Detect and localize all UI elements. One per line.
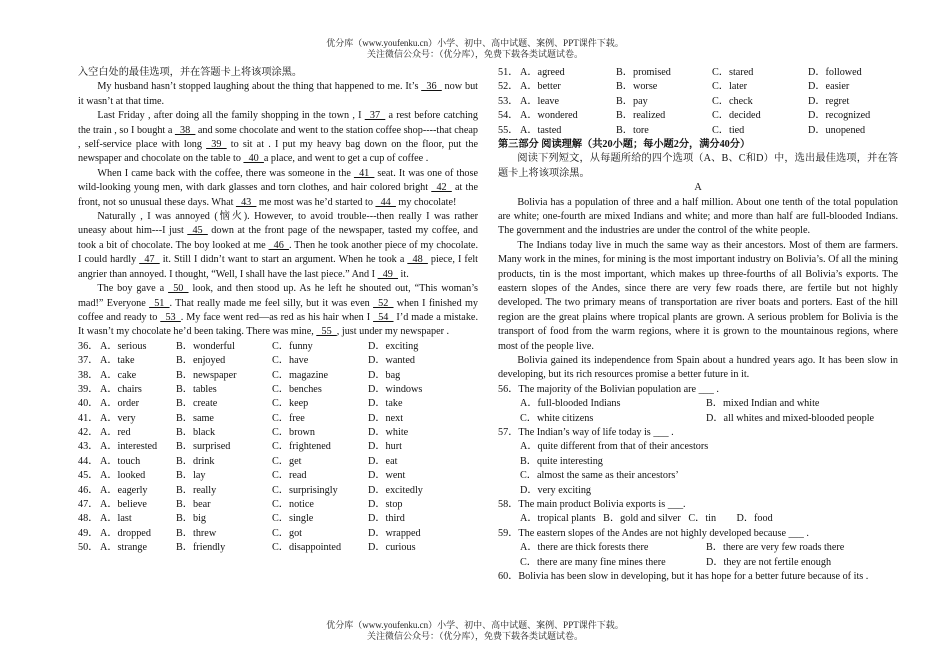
left-column (78, 66, 478, 556)
section-title: 第三部分 阅读理解（共20小题；每小题2分，满分40分） (498, 138, 751, 150)
answer-option[interactable]: D．third (368, 513, 405, 525)
question-row (78, 440, 478, 454)
answer-option[interactable]: D．bag (368, 369, 401, 381)
answer-option[interactable]: B．same (176, 412, 214, 424)
answer-option[interactable]: D．followed (808, 67, 862, 78)
answer-option[interactable]: A．better (520, 81, 561, 93)
cloze-text: , just under my newspaper . (336, 326, 450, 338)
question-number: 42． (78, 427, 99, 439)
answer-option[interactable]: C．stared (712, 67, 754, 78)
header-line-2: 关注微信公众号：（优分库），免费下载各类试题试卷。 (366, 49, 583, 59)
header-line-1: 优分库（www.youfenku.cn）小学、初中、高中试题、案例、PPT课件下载。 (326, 38, 624, 48)
answer-option[interactable]: B．realized (616, 110, 666, 122)
answer-option[interactable]: A．chairs (100, 383, 142, 395)
answer-option[interactable]: B．big (176, 513, 207, 525)
answer-option[interactable]: C．brown (272, 427, 316, 439)
question-row (498, 80, 898, 94)
cloze-text: at the front, not so unusual these days. What (78, 182, 478, 208)
question-58-stem: 58．The main product Bolivia exports is ___. (498, 499, 686, 511)
passage-paragraph-3: Bolivia gained its independence from Spain about a hundred years ago. It has been slow in developing, but its rich resources promise a better future in it. (498, 355, 898, 381)
option-c[interactable]: C．there are many fine mines there (520, 556, 666, 568)
answer-option[interactable]: A．very (100, 412, 136, 424)
cloze-blank[interactable]: _40_ (243, 153, 264, 165)
answer-option[interactable]: C．read (272, 470, 307, 482)
question-row (78, 527, 478, 541)
answer-option[interactable]: C．check (712, 95, 753, 107)
option-b[interactable]: B．quite interesting (520, 455, 603, 467)
cloze-text: . That really made me feel silly, but it was even (169, 297, 374, 309)
cloze-blank[interactable]: _43_ (235, 196, 257, 208)
question-row (78, 412, 478, 426)
answer-option[interactable]: C．get (272, 455, 302, 467)
answer-option[interactable]: C．free (272, 412, 305, 424)
question-number: 41． (78, 412, 99, 424)
right-column (498, 66, 898, 584)
answer-option[interactable]: D．exciting (368, 340, 419, 352)
cloze-text: it. Still I didn’t want to start an argument. When he took a (159, 254, 408, 266)
answer-option[interactable]: C．later (712, 81, 748, 93)
answer-option[interactable]: A．strange (100, 542, 147, 554)
question-number: 37． (78, 355, 99, 367)
answer-option[interactable]: A．interested (100, 441, 158, 453)
answer-option[interactable]: A．red (100, 427, 131, 439)
question-row (498, 109, 898, 123)
answer-option[interactable]: D．wrapped (368, 527, 421, 539)
answer-option[interactable]: D．regret (808, 95, 850, 107)
answer-option[interactable]: B．tables (176, 383, 217, 395)
question-60-stem: 60．Bolivia has been slow in developing, but it has hope for a better future because of its . (498, 571, 869, 583)
answer-option[interactable]: B．surprised (176, 441, 231, 453)
answer-option[interactable]: B．wonderful (176, 340, 235, 352)
question-59-stem: 59．The eastern slopes of the Andes are not highly developed because ___ . (498, 527, 809, 539)
answer-option[interactable]: B．tore (616, 124, 649, 136)
question-number: 44． (78, 455, 99, 467)
answer-option[interactable]: D．eat (368, 455, 398, 467)
cloze-blank[interactable]: _46_ (268, 239, 289, 251)
option-d[interactable]: D．very exciting (520, 484, 592, 496)
cloze-text: look, and then stood up. As he left he shouted out, “This woman’s mad!” Everyone (78, 283, 478, 309)
cloze-text: and some chocolate and went to the station coffee shop----that cheap , self-service place with long (78, 124, 478, 151)
answer-option[interactable]: B．bear (176, 499, 211, 511)
cloze-blank[interactable]: _42_ (431, 182, 452, 194)
question-58 (498, 498, 898, 527)
cloze-blank[interactable]: _48_ (407, 254, 428, 266)
option-a[interactable]: A．full-blooded Indians (520, 398, 621, 410)
question-number: 46． (78, 484, 99, 496)
cloze-passage (78, 80, 478, 339)
answer-option[interactable]: C．frightened (272, 441, 331, 453)
answer-option[interactable]: D．next (368, 412, 404, 424)
question-number: 47． (78, 499, 99, 511)
option-c[interactable]: C．white citizens (520, 412, 594, 424)
answer-option[interactable]: C．have (272, 355, 309, 367)
question-row (78, 484, 478, 498)
question-number: 48． (78, 513, 99, 525)
passage-label: A (694, 182, 702, 194)
answer-option[interactable]: C．single (272, 513, 314, 525)
cloze-blank[interactable]: _44_ (375, 196, 396, 208)
question-56-row-2 (498, 412, 898, 426)
question-number: 39． (78, 383, 99, 395)
cloze-paragraph (78, 109, 478, 167)
cloze-paragraph (78, 282, 478, 340)
question-number: 49． (78, 527, 99, 539)
question-row (78, 369, 478, 383)
cloze-text: a rest before catching the train , so I bought a (78, 110, 478, 136)
option-a[interactable]: A．there are thick forests there (520, 542, 649, 554)
cloze-intro: 入空白处的最佳选项，并在答题卡上将该项涂黑。 (78, 67, 303, 78)
answer-option[interactable]: D．hurt (368, 441, 402, 453)
cloze-blank[interactable]: _53_ (160, 311, 181, 323)
question-row (78, 354, 478, 368)
answer-option[interactable]: D．went (368, 470, 406, 482)
option-b[interactable]: B．mixed Indian and white (706, 398, 820, 410)
answer-option[interactable]: C．benches (272, 383, 322, 395)
answer-option[interactable]: B．drink (176, 455, 215, 467)
answer-option[interactable]: C．disappointed (272, 542, 342, 554)
answer-option[interactable]: A．leave (520, 95, 560, 107)
cloze-blank[interactable]: _41_ (353, 167, 375, 179)
question-row (78, 383, 478, 397)
answer-option[interactable]: A．eagerly (100, 484, 148, 496)
question-number: 38． (78, 369, 99, 381)
cloze-text: my chocolate! (395, 196, 457, 208)
answer-option[interactable]: D．wanted (368, 355, 415, 367)
cloze-text: . My face went red—as red as his hair when I (180, 311, 374, 323)
cloze-questions-right (498, 66, 898, 138)
cloze-text: Naturally , I was annoyed (恼火). However, to avoid trouble---then really I was rather uneasy about him---I just (78, 211, 478, 237)
answer-option[interactable]: A．agreed (520, 67, 565, 78)
cloze-text: My husband hasn’t stopped laughing about the thing that happened to me. It’s (97, 81, 422, 93)
cloze-blank[interactable]: _39_ (206, 139, 227, 151)
footer-line-1: 优分库（www.youfenku.cn）小学、初中、高中试题、案例、PPT课件下载。 (326, 620, 624, 630)
cloze-text: to sit at . I put my heavy bag down on the floor, put the newspaper and chocolate on the table to (78, 139, 478, 165)
cloze-blank[interactable]: _47_ (139, 254, 160, 266)
question-number: 53． (498, 95, 519, 107)
cloze-text: I’d made a mistake. It wasn’t my chocolate he’d been taking. There was mine, (78, 311, 478, 338)
question-56-stem: 56．The majority of the Bolivian population are ___ . (498, 383, 719, 395)
answer-option[interactable]: B．create (176, 398, 218, 410)
option-d[interactable]: D．they are not fertile enough (706, 556, 832, 568)
question-56 (498, 383, 898, 426)
cloze-blank[interactable]: _50_ (168, 283, 189, 295)
question-row (78, 426, 478, 440)
answer-option[interactable]: A．order (100, 398, 140, 410)
answer-option[interactable]: A．dropped (100, 527, 151, 539)
answer-option[interactable]: B．friendly (176, 542, 226, 554)
answer-option[interactable]: D．unopened (808, 124, 866, 136)
answer-option[interactable]: A．touch (100, 455, 141, 467)
cloze-paragraph (78, 80, 478, 109)
cloze-text: when I finished my coffee and ready to (78, 297, 478, 323)
answer-option[interactable]: A．tasted (520, 124, 562, 136)
question-number: 55． (498, 124, 519, 136)
answer-option[interactable]: C．magazine (272, 369, 329, 381)
footer-line-2: 关注微信公众号：（优分库），免费下载各类试题试卷。 (366, 631, 583, 641)
cloze-blank[interactable]: _38_ (174, 124, 196, 136)
answer-option[interactable]: B．black (176, 427, 216, 439)
question-59-row-2 (498, 556, 898, 570)
answer-option[interactable]: B．enjoyed (176, 355, 226, 367)
answer-option[interactable]: D．stop (368, 499, 403, 511)
answer-option[interactable]: C．decided (712, 110, 761, 122)
cloze-questions-left (78, 340, 478, 556)
section-instructions: 阅读下列短文，从每题所给的四个选项（A、B、C和D）中，选出最佳选项，并在答题卡上将该项涂黑。 (498, 153, 898, 179)
answer-option[interactable]: A．serious (100, 340, 147, 352)
page-header (0, 38, 950, 60)
cloze-blank[interactable]: _36_ (421, 81, 442, 93)
answer-option[interactable]: C．keep (272, 398, 309, 410)
answer-option[interactable]: D．curious (368, 542, 416, 554)
answer-option[interactable]: D．windows (368, 383, 423, 395)
cloze-text: The boy gave a (97, 283, 169, 295)
answer-option[interactable]: C．got (272, 527, 303, 539)
cloze-blank[interactable]: _52_ (373, 297, 394, 309)
cloze-text: piece, I felt angrier than annoyed. I thought, “Well, I shall have the last piece.” And I (78, 254, 478, 280)
question-number: 51． (498, 67, 519, 78)
question-number: 45． (78, 470, 99, 482)
cloze-text: Last Friday , after doing all the family shopping in the town , I (97, 110, 365, 122)
answer-option[interactable]: A．looked (100, 470, 146, 482)
question-row (78, 469, 478, 483)
question-row (78, 455, 478, 469)
option-b[interactable]: B．there are very few roads there (706, 542, 845, 554)
question-59 (498, 527, 898, 570)
question-56-row-1 (498, 397, 898, 411)
cloze-blank[interactable]: _49_ (377, 268, 398, 280)
answer-option[interactable]: A．cake (100, 369, 137, 381)
answer-option[interactable]: A．wondered (520, 110, 578, 122)
passage-paragraph-2: The Indians today live in much the same way as their ancestors. Most of them are farmers. Many work in the mines, for mining is the most important industry on Bolivia’s. Of all the mining products, tin is the most important, which makes up three-fourths of all Bolivia’s exports. The eastern slopes of the Andes, since there are very few roads there, are fertile but not highly developed. The two primary means of transportation are river boats and porters. East of the hill region are the great plains where tropical plants are grown. A serious problem for Bolivia is the transport of food from the warm regions, where it is grown to the mountainous regions, where most of the people live. (498, 239, 898, 352)
question-59-row-1 (498, 541, 898, 555)
question-number: 50． (78, 542, 99, 554)
question-row (78, 340, 478, 354)
answer-option[interactable]: C．funny (272, 340, 313, 352)
cloze-text: now but it wasn’t at that time. (78, 81, 479, 107)
page-footer (0, 620, 950, 642)
question-row (498, 66, 898, 80)
cloze-paragraph (78, 210, 478, 282)
question-57-stem: 57．The Indian’s way of life today is ___ . (498, 427, 674, 439)
answer-option[interactable]: D．white (368, 427, 409, 439)
answer-option[interactable]: A．take (100, 355, 135, 367)
cloze-paragraph (78, 167, 478, 210)
answer-option[interactable]: D．recognized (808, 110, 871, 122)
question-57 (498, 426, 898, 498)
cloze-text: a place, and went to get a cup of coffee . (263, 153, 429, 165)
answer-option[interactable]: C．surprisingly (272, 484, 338, 496)
cloze-text: me most was he’d started to (256, 196, 376, 208)
answer-option[interactable]: D．easier (808, 81, 850, 93)
cloze-blank[interactable]: _37_ (364, 110, 386, 122)
question-row (78, 541, 478, 555)
cloze-text: seat. It was one of those wild-looking young men, with dark glasses and torn clothes, and hair colored bright (78, 167, 478, 194)
answer-option[interactable]: B．worse (616, 81, 658, 93)
answer-option[interactable]: B．promised (616, 67, 671, 78)
answer-option[interactable]: D．excitedly (368, 484, 423, 496)
answer-option[interactable]: D．take (368, 398, 403, 410)
cloze-blank[interactable]: _54_ (373, 311, 394, 323)
option-d[interactable]: D．all whites and mixed-blooded people (706, 412, 875, 424)
question-row (78, 397, 478, 411)
question-number: 43． (78, 441, 99, 453)
question-number: 52． (498, 81, 519, 93)
cloze-text: it. (397, 268, 409, 280)
cloze-blank[interactable]: _45_ (187, 225, 208, 237)
answer-option[interactable]: B．lay (176, 470, 206, 482)
question-58-options[interactable]: A．tropical plants B．gold and silver C．tin D．food (520, 513, 773, 525)
cloze-text: . Then he took another piece of my chocolate. I could hardly (78, 239, 478, 266)
question-number: 54． (498, 110, 519, 122)
cloze-blank[interactable]: _51_ (149, 297, 170, 309)
answer-option[interactable]: A．believe (100, 499, 147, 511)
passage-paragraph-1: Bolivia has a population of three and a half million. About one tenth of the total population are white; one-fourth are mixed Indians and white; and more than half are full-blooded Indians. The government and the industries are under the control of the white people. (498, 196, 898, 237)
answer-option[interactable]: A．last (100, 513, 132, 525)
answer-option[interactable]: B．newspaper (176, 369, 237, 381)
question-row (498, 124, 898, 138)
answer-option[interactable]: B．threw (176, 527, 217, 539)
option-a[interactable]: A．quite different from that of their ancestors (520, 441, 709, 453)
question-number: 36． (78, 340, 99, 352)
answer-option[interactable]: B．really (176, 484, 217, 496)
cloze-text: down at the front page of the newspaper, tasted my coffee, and took a bit of chocolate. The boy looked at me (78, 225, 478, 251)
question-row (78, 498, 478, 512)
answer-option[interactable]: C．tied (712, 124, 745, 136)
answer-option[interactable]: C．notice (272, 499, 314, 511)
option-c[interactable]: C．almost the same as their ancestors’ (520, 470, 679, 482)
cloze-text: When I came back with the coffee, there was someone in the (97, 167, 354, 179)
question-row (78, 512, 478, 526)
cloze-blank[interactable]: _55_ (316, 326, 337, 338)
question-row (498, 95, 898, 109)
answer-option[interactable]: B．pay (616, 95, 648, 107)
question-number: 40． (78, 398, 99, 410)
